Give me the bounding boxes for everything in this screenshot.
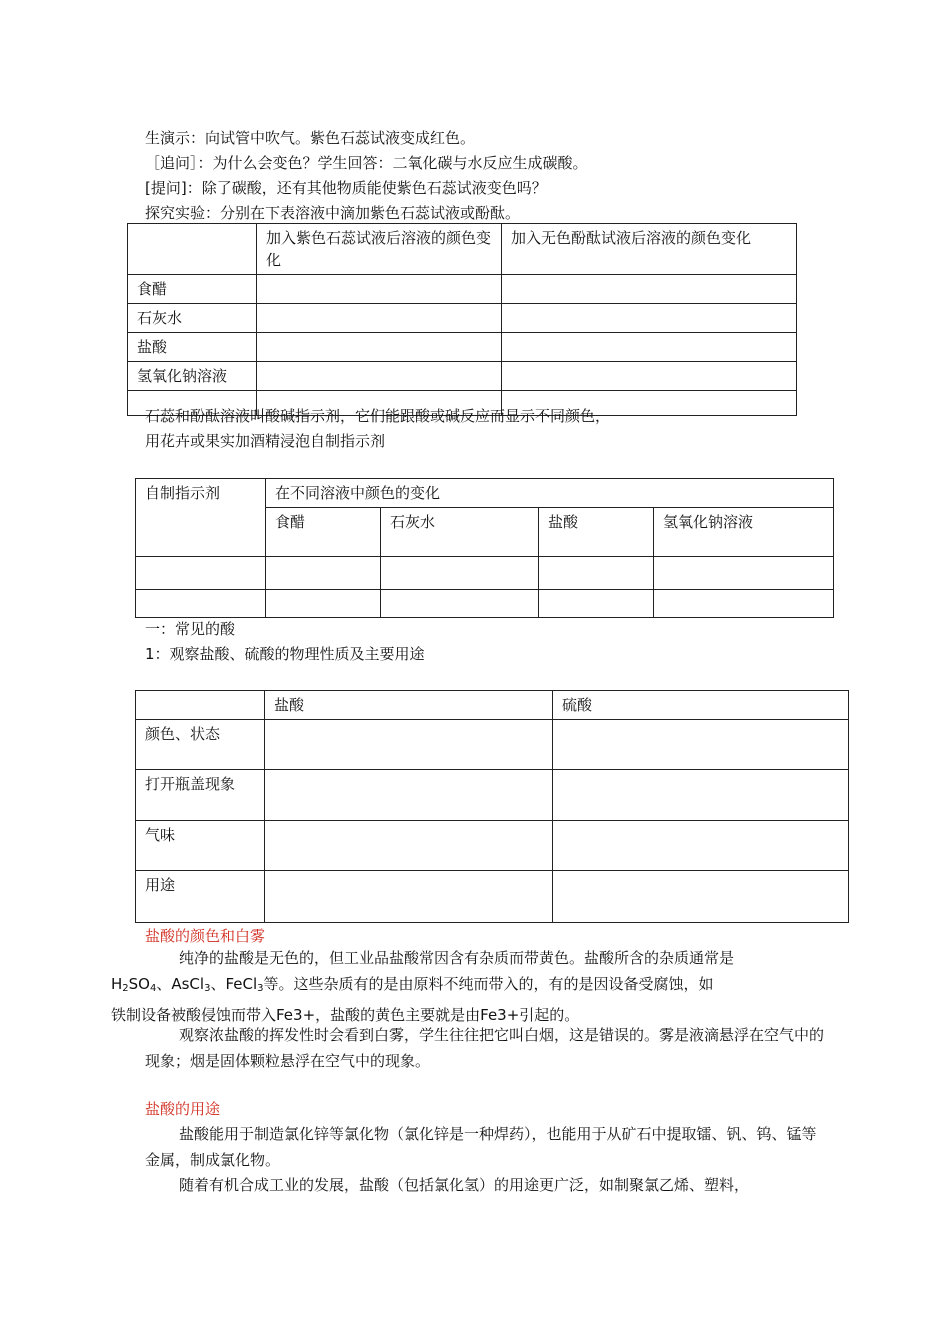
acid-properties-table (135, 690, 849, 923)
homemade-indicator-table (135, 478, 834, 618)
table3-header-corner (136, 691, 265, 720)
table2-group-header: 在不同溶液中颜色的变化 (266, 479, 834, 508)
section-title: 一：常见的酸 (145, 620, 236, 638)
article2-paragraph-2: 随着有机合成工业的发展，盐酸（包括氯化氢）的用途更广泛，如制聚氯乙烯、塑料， (179, 1176, 750, 1194)
table1-header-litmus: 加入紫色石蕊试液后溶液的颜色变化 (257, 224, 502, 275)
table2-col-header: 盐酸 (539, 508, 654, 557)
table3-header-hcl: 盐酸 (265, 691, 553, 720)
mid-line-2: 用花卉或果实加酒精浸泡自制指示剂 (145, 432, 386, 450)
article1-paragraph-1: 纯净的盐酸是无色的，但工业品盐酸常因含有杂质而带黄色。盐酸所含的杂质通常是 $H_2SO_4$、AsCl$_3$、FeCl$_3$等。这些杂质有的是由原料不纯而带入的，有的是因设备受腐蚀，如 铁制设备被酸侵蚀而带入Fe3+，盐酸的黄色主要就是由Fe3+引起的。 (111, 949, 735, 1024)
table1-row-label: 氢氧化钠溶液 (128, 362, 257, 391)
intro-line-2: ［追问］：为什么会变色？学生回答：二氧化碳与水反应生成碳酸。 (145, 154, 588, 172)
table3-row-label: 颜色、状态 (136, 720, 265, 770)
intro-line-1: 生演示：向试管中吹气。紫色石蕊试液变成红色。 (145, 129, 476, 147)
table2-col-header: 氢氧化钠溶液 (654, 508, 834, 557)
table1-row-label: 盐酸 (128, 333, 257, 362)
table3-row-label: 用途 (136, 871, 265, 923)
article2-paragraph-1: 盐酸能用于制造氯化锌等氯化物（氯化锌是一种焊药），也能用于从矿石中提取镭、钒、钨、锰等金属，制成氯化物。 (145, 1125, 817, 1169)
table2-col-header: 食醋 (266, 508, 381, 557)
table1-header-corner (128, 224, 257, 275)
intro-line-3: [提问]：除了碳酸，还有其他物质能使紫色石蕊试液变色吗？ (145, 179, 547, 197)
table3-row-label: 气味 (136, 821, 265, 871)
table1-row-label: 食醋 (128, 275, 257, 304)
intro-line-4: 探究实验：分别在下表溶液中滴加紫色石蕊试液或酚酞。 (145, 204, 521, 222)
table2-corner: 自制指示剂 (136, 479, 266, 557)
table3-row-label: 打开瓶盖现象 (136, 770, 265, 821)
article2-heading: 盐酸的用途 (145, 1100, 221, 1118)
table3-header-h2so4: 硫酸 (553, 691, 849, 720)
section-subtitle: 1：观察盐酸、硫酸的物理性质及主要用途 (145, 645, 425, 663)
table1-row-label: 石灰水 (128, 304, 257, 333)
article1-heading: 盐酸的颜色和白雾 (145, 927, 266, 945)
table2-col-header: 石灰水 (381, 508, 539, 557)
table1-header-phenolphthalein: 加入无色酚酞试液后溶液的颜色变化 (502, 224, 797, 275)
mid-line-1: 石蕊和酚酞溶液叫酸碱指示剂，它们能跟酸或碱反应而显示不同颜色， (145, 407, 611, 425)
article1-paragraph-2: 观察浓盐酸的挥发性时会看到白雾，学生往往把它叫白烟，这是错误的。雾是液滴悬浮在空气中的现象；烟是固体颗粒悬浮在空气中的现象。 (145, 1026, 825, 1070)
indicator-test-table (127, 223, 797, 416)
